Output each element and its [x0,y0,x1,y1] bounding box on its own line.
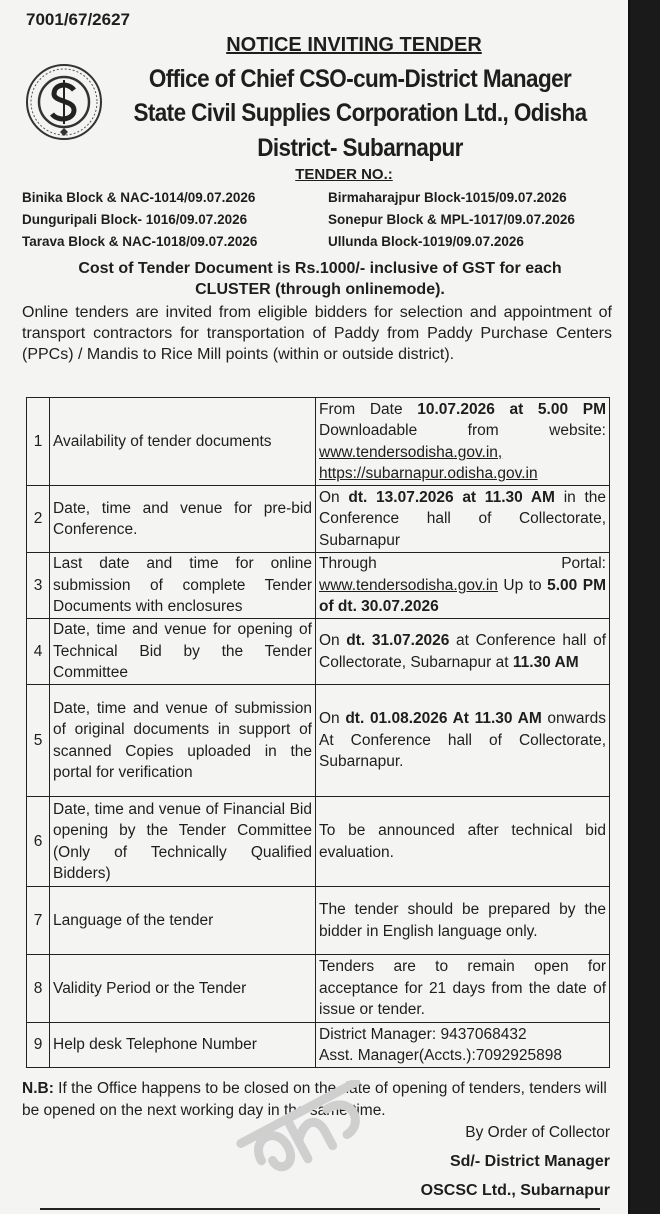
row-number: 3 [27,553,50,619]
table-row [27,685,610,797]
row-item: Last date and time for online submission of complete Tender Documents with enclosures [50,553,316,619]
website-link[interactable]: https://subarnapur.odisha.gov.in [319,465,538,482]
bottom-divider [40,1208,600,1210]
row-item: Availability of tender documents [50,398,316,486]
row-detail: The tender should be prepared by the bidder in English language only. [316,887,610,955]
corporation-name: State Civil Supplies Corporation Ltd., Odisha [133,98,587,127]
helpdesk-number: District Manager: 9437068432 [319,1025,527,1043]
row-item: Help desk Telephone Number [50,1023,316,1068]
block-tender: Tarava Block & NAC-1018/09.07.2026 [22,234,258,249]
row-detail: On dt. 01.08.2026 At 11.30 AM onwards At Conference hall of Collectorate, Subarnapur. [316,685,610,797]
table-row [27,887,610,955]
block-tender: Ullunda Block-1019/09.07.2026 [328,234,524,249]
row-detail: From Date 10.07.2026 at 5.00 PM Downloadable from website: www.tendersodisha.gov.in, https://subarnapur.odisha.gov.in [316,398,610,486]
row-number: 4 [27,619,50,685]
reference-number: 7001/67/2627 [26,10,130,29]
website-link[interactable]: www.tendersodisha.gov.in [319,576,498,594]
block-tender: Birmaharajpur Block-1015/09.07.2026 [328,190,567,205]
row-number: 7 [27,887,50,955]
table-row [27,486,610,553]
row-detail: To be announced after technical bid evaluation. [316,797,610,887]
row-detail: Through Portal: www.tendersodisha.gov.in Up to 5.00 PM of dt. 30.07.2026 [316,553,610,619]
signatory: Sd/- District Manager [449,1153,610,1170]
row-detail [316,1023,610,1068]
office-title: Office of Chief CSO-cum-District Manager [148,64,572,93]
block-tender: Dunguripali Block- 1016/09.07.2026 [22,212,248,227]
row-item: Date, time and venue for pre-bid Conference. [50,486,316,553]
schedule-table [26,397,610,1068]
row-number: 8 [27,955,50,1023]
row-item: Date, time and venue for opening of Technical Bid by the Tender Committee [50,619,316,685]
tender-no-row [0,166,628,183]
tender-no-label: TENDER NO.: [295,166,393,183]
row-number: 5 [27,685,50,797]
cost-line: Cost of Tender Document is Rs.1000/- inclusive of GST for each [78,260,562,277]
block-tender: Sonepur Block & MPL-1017/09.07.2026 [328,212,575,227]
table-row [27,398,610,486]
nb-text: If the Office happens to be closed on the date of opening of tenders, tenders will be opened on the next working day in the same time. [22,1080,607,1119]
by-order-line: By Order of Collector [465,1124,610,1141]
newspaper-watermark-icon [235,1080,385,1190]
intro-paragraph: Online tenders are invited from eligible bidders for selection and appointment of transport contractors for transportation of Paddy from Paddy Purchase Centers (PPCs) / Mandis to Rice Mill points (within or outside district). [22,304,612,363]
notice-heading-row [0,34,628,57]
table-row [27,797,610,887]
nb-label: N.B: [22,1080,54,1097]
row-detail: On dt. 31.07.2026 at Conference hall of Collectorate, Subarnapur at 11.30 AM [316,619,610,685]
row-detail: Tenders are to remain open for acceptance for 21 days from the date of issue or tender. [316,955,610,1023]
table-row [27,1023,610,1068]
row-item: Validity Period or the Tender [50,955,316,1023]
row-number: 1 [27,398,50,486]
website-link[interactable]: www.tendersodisha.gov.in, [319,443,503,461]
notice-heading: NOTICE INVITING TENDER [226,34,482,56]
row-number: 6 [27,797,50,887]
cost-of-tender [22,258,618,300]
table-row [27,955,610,1023]
district-name: District- Subarnapur [257,133,463,162]
table-row [27,619,610,685]
table-row [27,553,610,619]
row-detail: On dt. 13.07.2026 at 11.30 AM in the Conference hall of Collectorate, Subarnapur [316,486,610,553]
row-number: 9 [27,1023,50,1068]
cost-line: CLUSTER (through onlinemode). [195,281,445,298]
row-item: Language of the tender [50,887,316,955]
helpdesk-number: Asst. Manager(Accts.):7092925898 [319,1047,562,1064]
row-number: 2 [27,486,50,553]
row-item: Date, time and venue of Financial Bid opening by the Tender Committee (Only of Technically Qualified Bidders) [50,797,316,887]
block-tender: Binika Block & NAC-1014/09.07.2026 [22,190,256,205]
row-item: Date, time and venue of submission of original documents in support of scanned Copies uploaded in the portal for verification [50,685,316,797]
signatory-organisation: OSCSC Ltd., Subarnapur [420,1182,610,1199]
corporation-emblem-icon [24,62,104,142]
